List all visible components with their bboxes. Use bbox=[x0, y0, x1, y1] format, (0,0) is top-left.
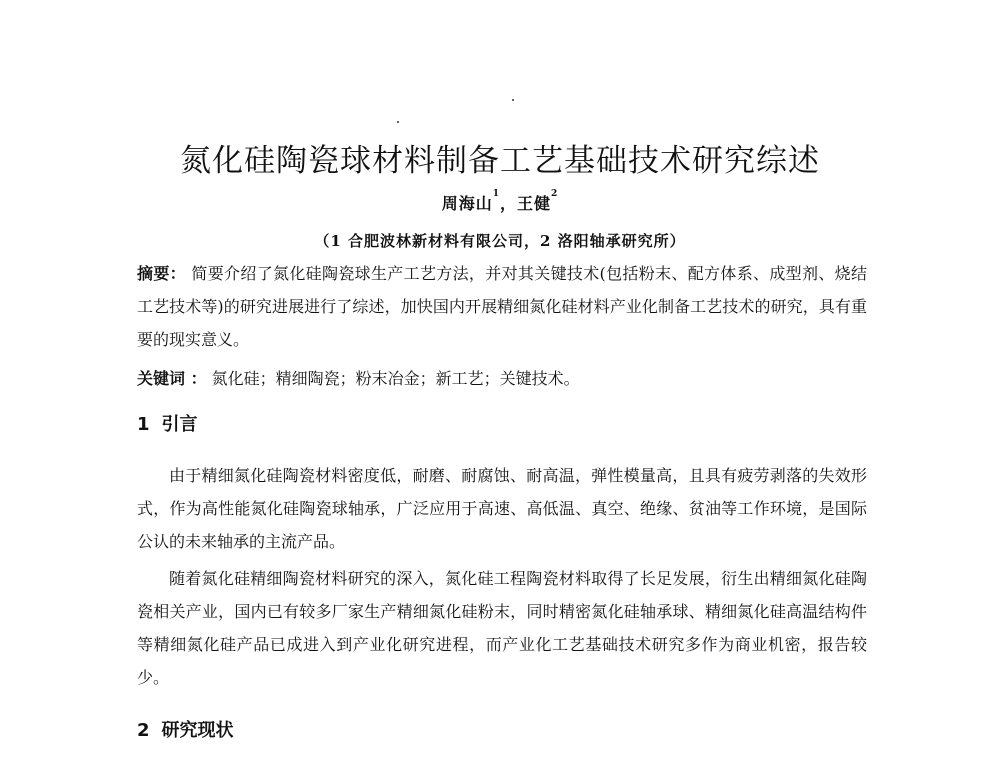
scan-speck bbox=[397, 121, 399, 123]
keywords bbox=[137, 362, 867, 395]
section-title: 研究现状 bbox=[161, 720, 234, 741]
keywords-text: 氮化硅；精细陶瓷；粉末冶金；新工艺；关键技术。 bbox=[211, 369, 580, 388]
author-line bbox=[0, 191, 1000, 214]
author-name: 周海山 bbox=[441, 194, 493, 213]
author-separator: ， bbox=[499, 194, 517, 213]
abstract-text: 简要介绍了氮化硅陶瓷球生产工艺方法，并对其关键技术(包括粉末、配方体系、成型剂、烧结工艺技术等)的研究进展进行了综述，加快国内开展精细氮化硅材料产业化制备工艺技术的研究，具有重要的现实意义。 bbox=[137, 264, 867, 349]
body-paragraph: 由于精细氮化硅陶瓷材料密度低，耐磨、耐腐蚀、耐高温，弹性模量高，且具有疲劳剥落的失效形式，作为高性能氮化硅陶瓷球轴承，广泛应用于高速、高低温、真空、绝缘、贫油等工作环境，是国际公认的未来轴承的主流产品。 bbox=[137, 466, 867, 551]
section-heading bbox=[137, 716, 234, 742]
abstract bbox=[137, 257, 867, 356]
section-title: 引言 bbox=[161, 414, 198, 435]
abstract-label: 摘要： bbox=[137, 264, 186, 283]
section-heading bbox=[137, 410, 198, 436]
scan-speck bbox=[512, 99, 514, 101]
body-paragraph: 随着氮化硅精细陶瓷材料研究的深入，氮化硅工程陶瓷材料取得了长足发展，衍生出精细氮化硅陶瓷相关产业，国内已有较多厂家生产精细氮化硅粉末，同时精密氮化硅轴承球、精细氮化硅高温结构件等精细氮化硅产品已成进入到产业化研究进程，而产业化工艺基础技术研究多作为商业机密，报告较少。 bbox=[137, 569, 867, 687]
keywords-label: 关键词 ： bbox=[137, 369, 207, 388]
author-affiliation-mark: 1 bbox=[492, 189, 500, 199]
section-number: 1 bbox=[137, 414, 150, 435]
affiliations: （1 合肥波林新材料有限公司，2 洛阳轴承研究所） bbox=[314, 232, 686, 250]
paper-title: 氮化硅陶瓷球材料制备工艺基础技术研究综述 bbox=[180, 143, 820, 179]
section-number: 2 bbox=[137, 720, 150, 741]
author-affiliation-mark: 2 bbox=[551, 189, 559, 199]
author-name: 王健 bbox=[517, 194, 552, 213]
